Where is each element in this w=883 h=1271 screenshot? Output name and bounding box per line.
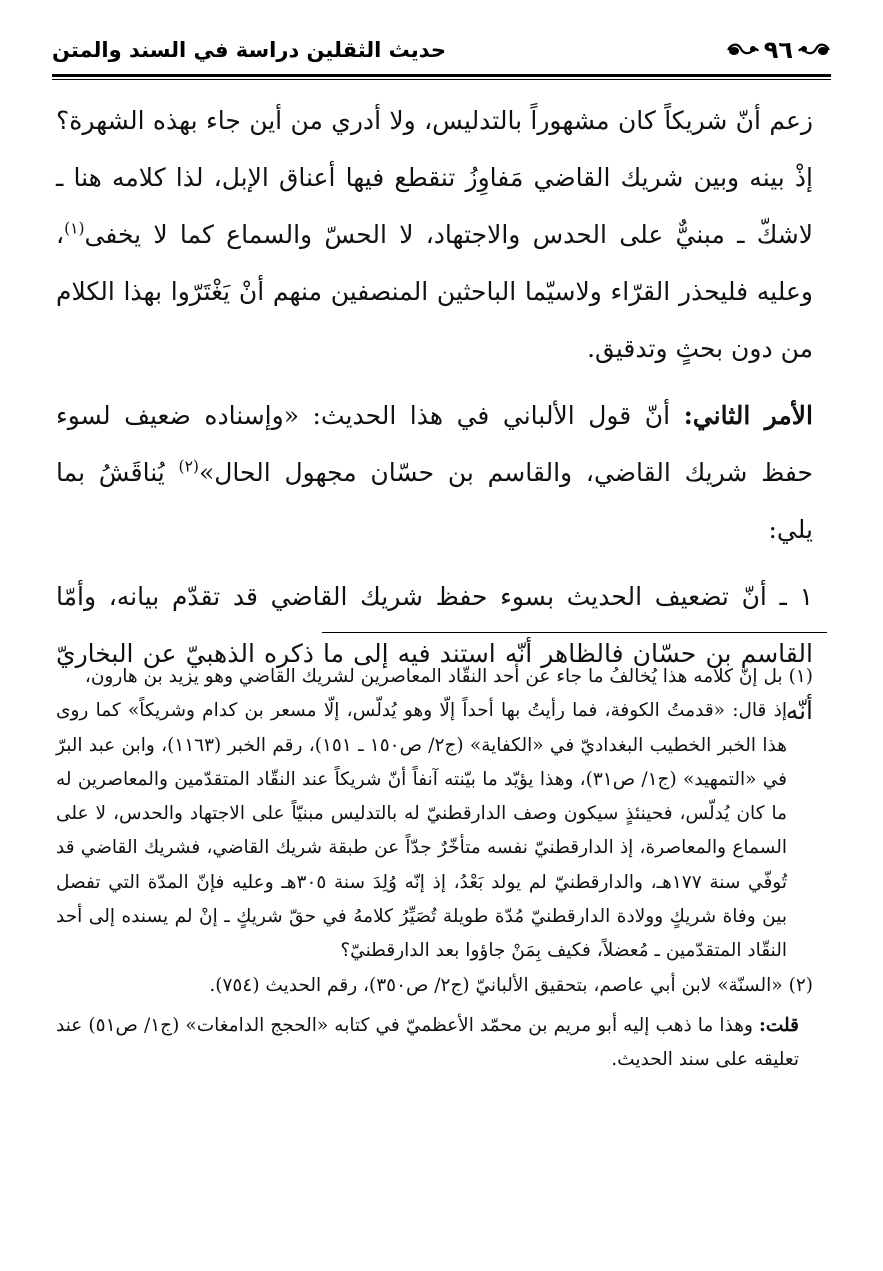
footnote-1 — [56, 660, 813, 694]
footnote-1-continuation: إذ قال: «قدمتُ الكوفة، فما رأيتُ بها أحداً إلّا وهو يُدلّس، إلّا مسعر بن كدام وشريكاً» كما روى هذا الخبر الخطيب البغداديّ في «الكفاية» (ج٢/ ص١٥٠ ـ ١٥١)، رقم الخبر (١١٦٣)، وابن عبد البرّ في «التمهيد» (ج١/ ص٣١)، وهذا يؤيّد ما بيّنته آنفاً أنّ شريكاً عند النقّاد المتقدّمين والمعاصرين له ما كان يُدلّس، فحينئذٍ سيكون وصف الدارقطنيّ له بالتدليس مبنيّاً على الاجتهاد والحدس، لا على السماع والمعاصرة، إذ الدارقطنيّ نفسه متأخّرٌ جدّاً عن طبقة شريك القاضي، فشريك القاضي قد تُوفّي سنة ١٧٧هـ، والدارقطنيّ لم يولد بَعْدُ، إذ إنّه وُلِدَ سنة ٣٠٥هـ وعليه فإنّ المدّة التي تفصل بين وفاة شريكٍ وولادة الدارقطنيّ مُدّة طويلة تُصَيِّرُ كلامهُ في حقّ شريكٍ ـ إنْ لم يسنده إلى أحد النقّاد المتقدّمين ـ مُعضلاً، فكيف بِمَنْ جاؤوا بعد الدارقطنيّ؟ — [56, 700, 788, 962]
footnote-2-text: «السنّة» لابن أبي عاصم، بتحقيق الألبانيّ (ج٢/ ص٣٥٠)، رقم الحديث (٧٥٤). — [209, 974, 783, 996]
note-text: وهذا ما ذهب إليه أبو مريم بن محمّد الأعظميّ في كتابه «الحجج الدامغات» (ج١/ ص٥١) عند تعليقه على سند الحديث. — [56, 1014, 799, 1071]
note-label: قلت: — [759, 1014, 799, 1036]
running-title: حديث الثقلين دراسة في السند والمتن — [52, 38, 447, 62]
footnote-ref-1: (١) — [64, 219, 85, 238]
paragraph-2-tail: يُناقَشُ بما يلي: — [56, 458, 813, 544]
footnote-1-mark: (١) — [788, 666, 813, 687]
paragraph-3: ١ ـ أنّ تضعيف الحديث بسوء حفظ شريك القاضي قد تقدّم بيانه، وأمّا القاسم بن حسّان فالظاهر أنّه استند فيه إلى ما ذكره الذهبيّ عن البخاريّ أنّه — [56, 582, 813, 725]
paragraph-2 — [56, 387, 813, 558]
ornamental-flourish-icon — [726, 41, 760, 59]
ornamental-flourish-icon — [797, 41, 831, 59]
footnote-separator — [322, 632, 827, 633]
footnote-ref-2: (٢) — [178, 457, 199, 476]
footnotes — [56, 660, 813, 1078]
main-text — [56, 92, 813, 739]
footnote-2-note — [56, 1009, 813, 1078]
footnote-1-first: بل إنّ كلامه هذا يُخالفُ ما جاء عن أحد النقّاد المعاصرين لشريك القاضي وهو يزيد بن هارون، — [84, 666, 783, 687]
page-number: ٩٦ — [763, 36, 793, 64]
paragraph-1-tail: ، وعليه فليحذر القرّاء ولاسيّما الباحثين المنصفين منهم أنْ يَغْتَرّوا بهذا الكلام من دون بحثٍ وتدقيق. — [56, 220, 813, 363]
section-label: الأمر الثاني: — [683, 401, 813, 430]
footnote-2-mark: (٢) — [788, 974, 813, 996]
page-number-block — [726, 36, 831, 64]
header-rule — [52, 74, 831, 80]
page-header — [52, 28, 831, 72]
paragraph-1 — [56, 92, 813, 377]
paragraph-1-text: زعم أنّ شريكاً كان مشهوراً بالتدليس، ولا أدري من أين جاء بهذه الشهرة؟ إذْ بينه وبين شريك القاضي مَفاوِزُ تنقطع فيها أعناق الإبل، لذا كلامه هنا ـ لاشكّ ـ مبنيٌّ على الحدس والاجتهاد، لا الحسّ والسماع كما لا يخفى — [56, 106, 813, 249]
paragraph-2-text: أنّ قول الألباني في هذا الحديث: «وإسناده ضعيف لسوء حفظ شريك القاضي، والقاسم بن حسّان مجهول الحال» — [56, 401, 813, 487]
footnote-2 — [56, 969, 813, 1003]
